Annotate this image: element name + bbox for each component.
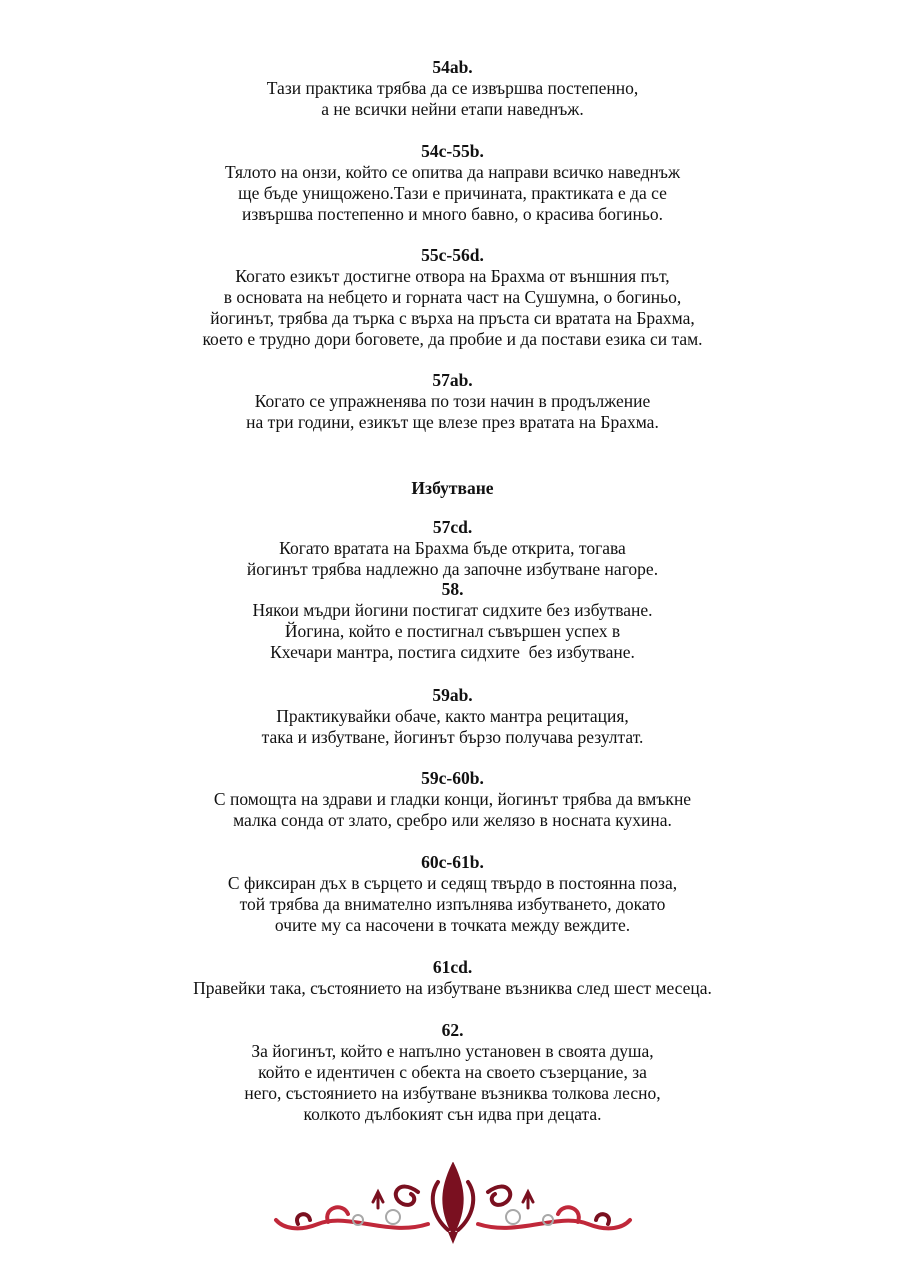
verse-number: 59ab. bbox=[432, 685, 473, 705]
verse-line: С фиксиран дъх в сърцето и седящ твърдо в постоянна поза, bbox=[227, 873, 678, 893]
verse-number: 54ab. bbox=[432, 57, 473, 77]
verse-line: Тялото на онзи, който се опитва да направи всичко наведнъж bbox=[224, 162, 681, 182]
verse-block bbox=[0, 517, 905, 580]
verse-line: колкото дълбокият сън идва при децата. bbox=[303, 1104, 602, 1124]
verse-number: 58. bbox=[441, 579, 464, 599]
verse-block bbox=[0, 245, 905, 350]
verse-line: в основата на небцето и горната част на Сушумна, о богиньо, bbox=[223, 287, 682, 307]
verse-line: Когато вратата на Брахма бъде открита, тогава bbox=[279, 538, 626, 558]
verse-line: С помощта на здрави и гладки конци, йогинът трябва да вмъкне bbox=[213, 789, 692, 809]
verse-line: Практикувайки обаче, както мантра рецитация, bbox=[276, 706, 629, 726]
verse-block bbox=[0, 1020, 905, 1125]
verse-line: Когато се упражненява по този начин в продължение bbox=[254, 391, 651, 411]
verse-line: ще бъде унищожено.Тази е причината, практиката е да се bbox=[238, 183, 667, 203]
verse-line: Кхечари мантра, постига сидхите без избутване. bbox=[270, 642, 635, 662]
verse-line: йогинът трябва надлежно да започне избутване нагоре. bbox=[246, 559, 659, 579]
verse-line: малка сонда от злато, сребро или желязо в носната кухина. bbox=[233, 810, 672, 830]
verse-line: на три години, езикът ще влезе през вратата на Брахма. bbox=[246, 412, 659, 432]
verse-line: Когато езикът достигне отвора на Брахма от външния път, bbox=[235, 266, 670, 286]
verse-block bbox=[0, 57, 905, 120]
verse-line: очите му са насочени в точката между веждите. bbox=[274, 915, 631, 935]
verse-line: извършва постепенно и много бавно, о красива богиньо. bbox=[242, 204, 663, 224]
verse-line: Някои мъдри йогини постигат сидхите без избутване. bbox=[252, 600, 653, 620]
verse-block bbox=[0, 579, 905, 663]
verse-number: 60c-61b. bbox=[421, 852, 484, 872]
verse-number: 57cd. bbox=[432, 517, 473, 537]
verse-block bbox=[0, 768, 905, 831]
verse-number: 61cd. bbox=[432, 957, 473, 977]
verse-line: а не всички нейни етапи наведнъж. bbox=[321, 99, 584, 119]
verse-number: 57ab. bbox=[432, 370, 473, 390]
verse-number: 62. bbox=[441, 1020, 464, 1040]
verse-line: Тази практика трябва да се извършва постепенно, bbox=[266, 78, 639, 98]
verse-block bbox=[0, 370, 905, 433]
verse-line: Йогина, който е постигнал съвършен успех в bbox=[284, 621, 621, 641]
verse-line: той трябва да внимателно изпълнява избутването, докато bbox=[239, 894, 666, 914]
verse-line: йогинът, трябва да търка с върха на пръста си вратата на Брахма, bbox=[210, 308, 695, 328]
decorative-ornament bbox=[268, 1162, 638, 1248]
verse-line: така и избутване, йогинът бързо получава резултат. bbox=[261, 727, 644, 747]
verse-line: което е трудно дори боговете, да пробие и да постави езика си там. bbox=[202, 329, 703, 349]
verse-block bbox=[0, 685, 905, 748]
verse-line: него, състоянието на избутване възниква толкова лесно, bbox=[244, 1083, 661, 1103]
verse-line: който е идентичен с обекта на своето съзерцание, за bbox=[258, 1062, 647, 1082]
verse-block bbox=[0, 141, 905, 225]
verse-block bbox=[0, 852, 905, 936]
verse-number: 54c-55b. bbox=[421, 141, 484, 161]
section-heading: Избутване bbox=[411, 478, 494, 498]
verse-line: Правейки така, състоянието на избутване възниква след шест месеца. bbox=[193, 978, 712, 998]
verse-line: За йогинът, който е напълно установен в своята душа, bbox=[251, 1041, 654, 1061]
verse-block bbox=[0, 957, 905, 999]
verse-number: 59c-60b. bbox=[421, 768, 484, 788]
verse-number: 55c-56d. bbox=[421, 245, 484, 265]
